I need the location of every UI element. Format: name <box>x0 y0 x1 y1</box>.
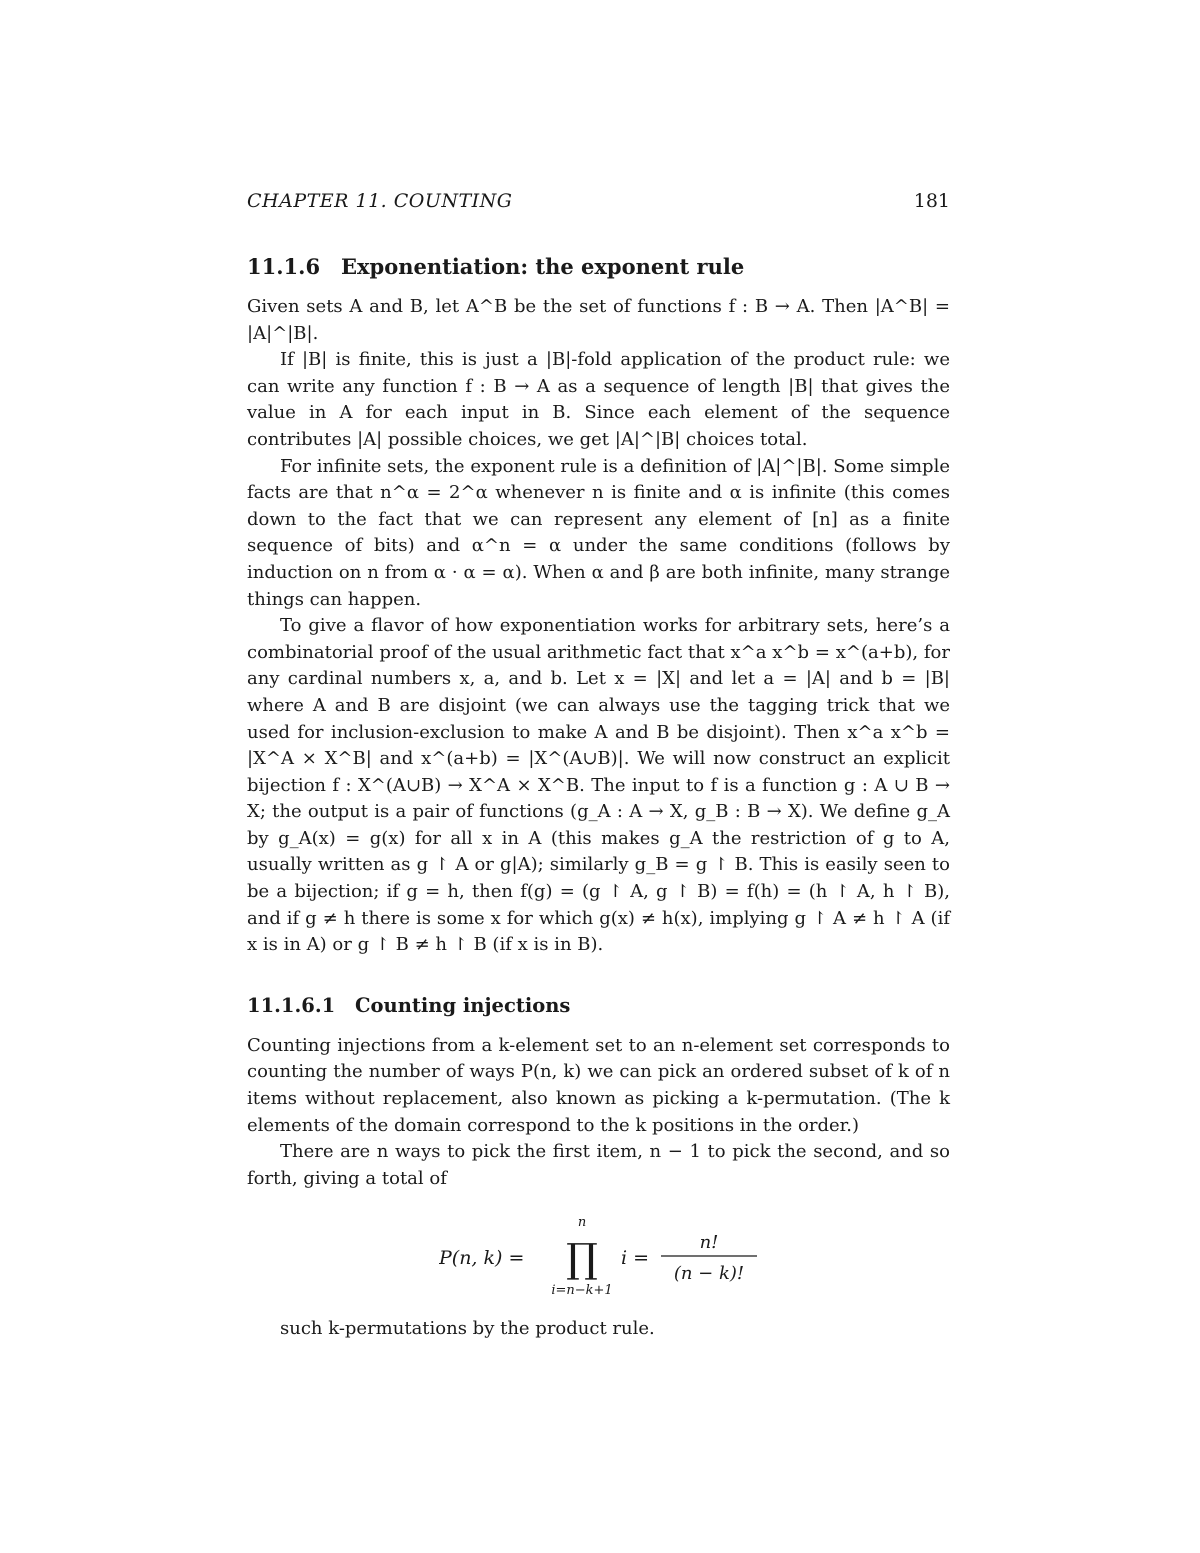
product-upper-limit: n <box>577 1215 586 1231</box>
equation-lhs: P(n, k) = <box>438 1247 524 1270</box>
subsection-paragraph-2: There are n ways to pick the first item, n − 1 to pick the second, and so forth, giving a total of <box>247 1141 950 1189</box>
subsection-heading <box>247 993 950 1019</box>
closing-paragraph: such k-permutations by the product rule. <box>280 1318 655 1340</box>
equation-term: i = <box>620 1247 649 1270</box>
section-heading <box>247 254 950 280</box>
chapter-header: CHAPTER 11. COUNTING <box>247 190 513 212</box>
subsection-number: 11.1.6.1 <box>247 993 336 1017</box>
paragraph-3: For infinite sets, the exponent rule is a definition of |A|^|B|. Some simple facts are that n^α = 2^α whenever n is finite and α is infinite (this comes down to the fact that we can represent any element of [n] as a finite sequence of bits) and α^n = α under the same conditions (follows by induction on n from α · α = α). When α and β are both infinite, many strange things can happen. <box>247 455 950 610</box>
section-title: Exponentiation: the exponent rule <box>341 254 745 279</box>
running-head <box>247 190 950 222</box>
subsection-paragraph-1: Counting injections from a k-element set to an n-element set corresponds to counting the number of ways P(n, k) we can pick an ordered subset of k of n items without replacement, also known as picking a k-permutation. (The k elements of the domain correspond to the k positions in the order.) <box>247 1034 950 1136</box>
page-number: 181 <box>913 190 950 212</box>
permutation-equation <box>247 1210 950 1302</box>
page <box>247 190 950 1343</box>
section-number: 11.1.6 <box>247 254 321 279</box>
paragraph-1: Given sets A and B, let A^B be the set of functions f : B → A. Then |A^B| = |A|^|B|. <box>247 296 950 344</box>
equation-graphic <box>439 1210 759 1302</box>
fraction-denominator: (n − k)! <box>673 1263 744 1285</box>
subsection-title: Counting injections <box>355 993 571 1017</box>
paragraph-4: To give a flavor of how exponentiation works for arbitrary sets, here’s a combinatorial proof of the usual arithmetic fact that x^a x^b = x^(a+b), for any cardinal numbers x, a, and b. Let x = |X| and let a = |A| and b = |B| where A and B are disjoint (we can always use the tagging trick that we used for inclusion-exclusion to make A and B be disjoint). Then x^a x^b = |X^A × X^B| and x^(a+b) = |X^(A∪B)|. We will now construct an explicit bijection f : X^(A∪B) → X^A × X^B. The input to f is a function g : A ∪ B → X; the output is a pair of functions (g_A : A → X, g_B : B → X). We define g_A by g_A(x) = g(x) for all x in A (this makes g_A the restriction of g to A, usually written as g ↾ A or g|A); similarly g_B = g ↾ B. This is easily seen to be a bijection; if g = h, then f(g) = (g ↾ A, g ↾ B) = f(h) = (h ↾ A, h ↾ B), and if g ≠ h there is some x for which g(x) ≠ h(x), implying g ↾ A ≠ h ↾ A (if x is in A) or g ↾ B ≠ h ↾ B (if x is in B). <box>247 615 950 956</box>
product-lower-limit: i=n−k+1 <box>550 1283 613 1299</box>
fraction-numerator: n! <box>699 1232 718 1254</box>
paragraph-2: If |B| is finite, this is just a |B|-fold application of the product rule: we can write any function f : B → A as a sequence of length |B| that gives the value in A for each input in B. Since each element of the sequence contributes |A| possible choices, we get |A|^|B| choices total. <box>247 349 950 450</box>
product-symbol: ∏ <box>565 1236 598 1283</box>
